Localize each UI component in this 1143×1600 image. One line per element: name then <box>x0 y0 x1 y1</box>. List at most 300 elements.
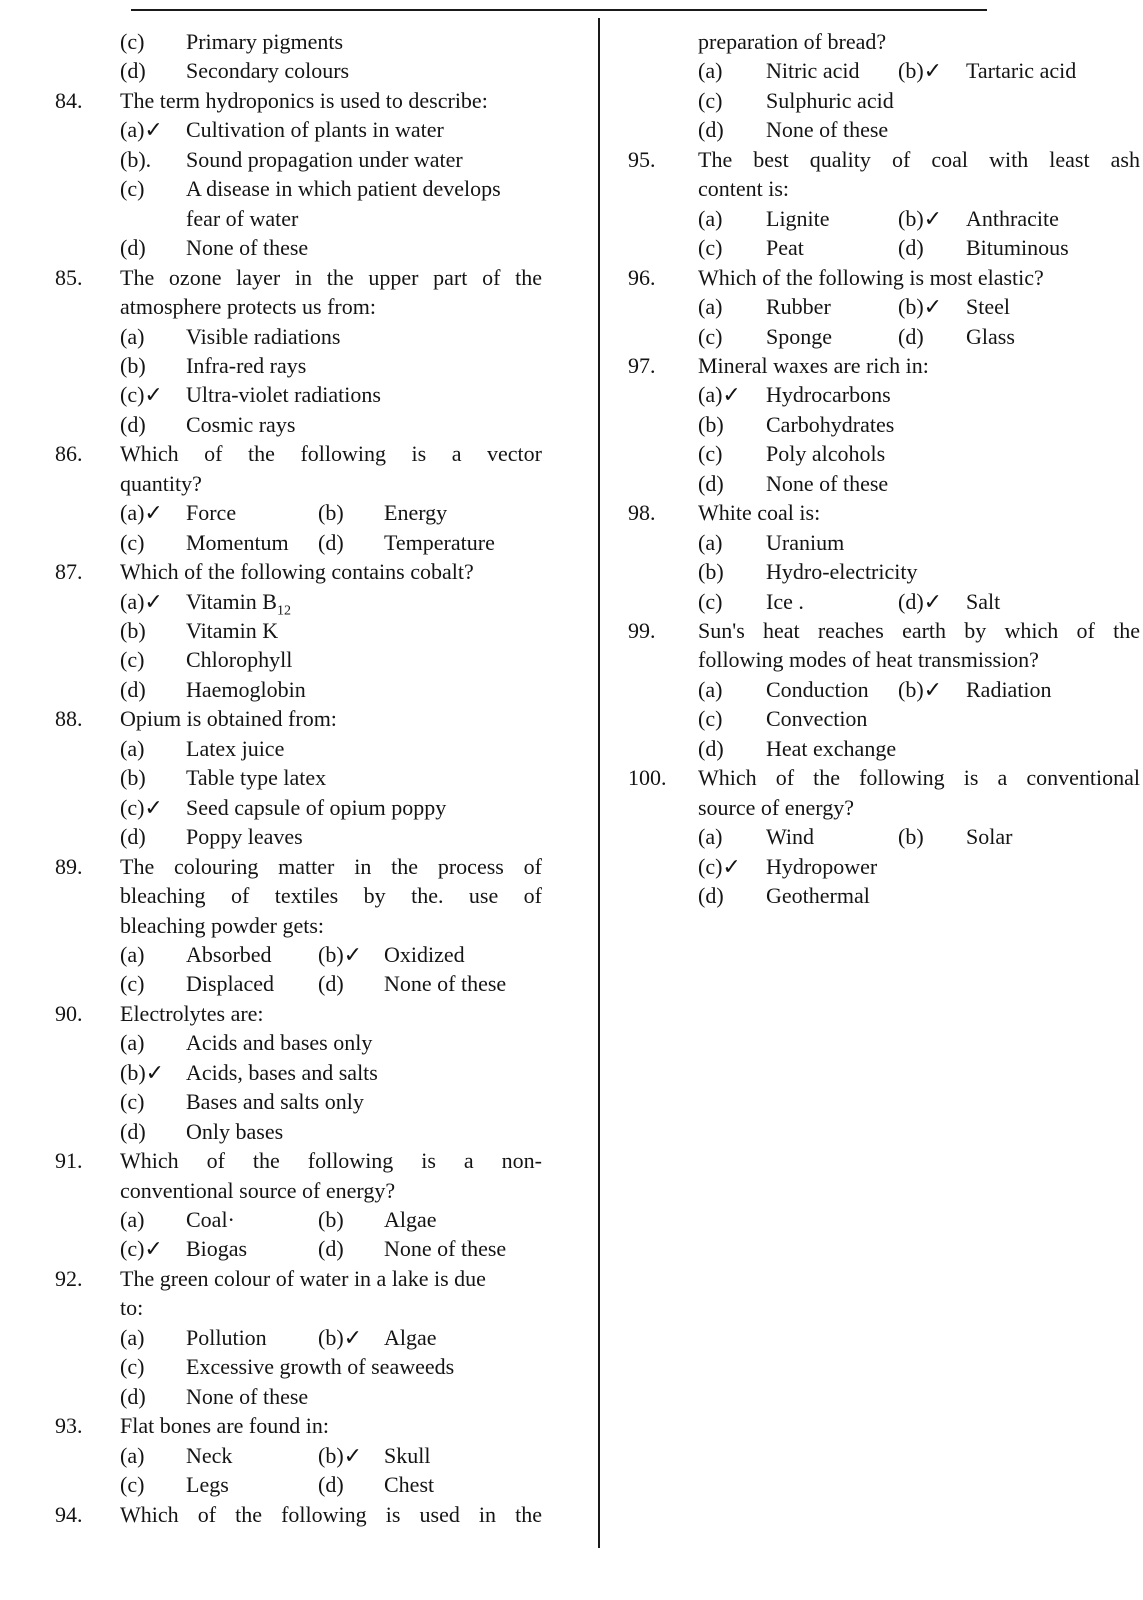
option-label: (d) <box>120 411 146 437</box>
answer-option-pair <box>600 587 1143 617</box>
option-label: (a)✓ <box>120 117 163 143</box>
question-text: Electrolytes are: <box>120 1000 264 1026</box>
question-number: 88. <box>55 706 83 732</box>
option-label: (c) <box>120 1472 145 1498</box>
answer-option <box>0 734 596 764</box>
answer-option <box>0 675 596 705</box>
option-text-main: None of these <box>186 235 309 261</box>
answer-option <box>0 645 596 675</box>
option-label: (b). <box>120 146 152 172</box>
answer-option-pair <box>600 322 1143 352</box>
option-text: Force <box>186 500 237 526</box>
answer-option <box>0 793 596 823</box>
question-text: The ozone layer in the upper part of the <box>120 264 542 290</box>
answer-option-pair <box>600 675 1143 705</box>
answer-option <box>0 822 596 852</box>
question-text: atmosphere protects us from: <box>120 294 376 320</box>
option-text-main: Secondary colours <box>186 58 350 84</box>
question-text-continued <box>600 174 1143 204</box>
answer-option <box>600 852 1143 882</box>
option-text-main: Poly alcohols <box>766 441 886 467</box>
option-text <box>766 86 894 116</box>
question-text: The best quality of coal with least ash <box>698 146 1140 172</box>
option-text: Temperature <box>384 529 495 555</box>
answer-option-pair <box>600 822 1143 852</box>
answer-option <box>0 1352 596 1382</box>
question-number: 93. <box>55 1413 83 1439</box>
option-label: (c) <box>698 706 723 732</box>
option-text <box>766 469 888 499</box>
question-line <box>0 1264 596 1294</box>
question-number: 86. <box>55 441 83 467</box>
option-text: Pollution <box>186 1324 267 1350</box>
option-text: Sponge <box>766 323 832 349</box>
question-number: 91. <box>55 1148 83 1174</box>
option-label: (b)✓ <box>318 941 363 967</box>
option-text: Solar <box>966 824 1013 850</box>
option-label: (b) <box>318 500 344 526</box>
answer-option-pair <box>0 1323 596 1353</box>
option-text: Steel <box>966 294 1010 320</box>
option-label: (d) <box>318 1236 344 1262</box>
option-text: Displaced <box>186 971 274 997</box>
option-label: (a) <box>120 1207 145 1232</box>
option-label: (a)✓ <box>120 500 163 526</box>
option-text-main: Cosmic rays <box>186 411 296 437</box>
option-text <box>186 1028 372 1058</box>
question-text: Which of the following is a conventional <box>698 765 1140 791</box>
option-text: Neck <box>186 1442 233 1468</box>
question-text: bleaching of textiles by the. use of <box>120 883 542 909</box>
question-number: 89. <box>55 853 83 879</box>
option-label: (c)✓ <box>698 853 741 879</box>
question-text-continued <box>600 645 1143 675</box>
option-label: (c) <box>120 647 145 673</box>
option-text: Absorbed <box>186 941 272 967</box>
question-text: content is: <box>698 176 790 202</box>
answer-option <box>0 115 596 145</box>
option-text <box>186 410 295 440</box>
option-text: Skull <box>384 1442 431 1468</box>
question-text: conventional source of energy? <box>120 1177 396 1203</box>
option-text-main: Primary pigments <box>186 29 344 54</box>
option-label: (b) <box>698 559 724 585</box>
option-text <box>186 763 326 793</box>
option-text-main: Visible radiations <box>186 323 341 349</box>
answer-option <box>0 322 596 352</box>
option-label: (c) <box>698 588 723 614</box>
option-label: (c) <box>120 1089 145 1115</box>
answer-option <box>600 881 1143 911</box>
question-line <box>0 86 596 116</box>
answer-option-pair <box>600 204 1143 234</box>
option-label: (d) <box>698 735 724 761</box>
question-line <box>600 763 1143 793</box>
option-text: Radiation <box>966 676 1052 702</box>
question-text: to: <box>120 1295 144 1321</box>
answer-option <box>0 233 596 263</box>
question-text: Which of the following is used in the <box>120 1501 542 1527</box>
option-text-main: Infra-red rays <box>186 352 307 378</box>
question-line <box>600 263 1143 293</box>
option-text <box>186 675 306 705</box>
question-number: 97. <box>628 352 656 378</box>
option-label: (b)✓ <box>318 1442 363 1468</box>
option-text <box>766 881 870 911</box>
question-text: Mineral waxes are rich in: <box>698 352 929 378</box>
option-text: Legs <box>186 1472 229 1498</box>
option-label: (c) <box>120 1354 145 1380</box>
option-label: (d) <box>120 58 146 84</box>
answer-option <box>0 380 596 410</box>
question-text: The colouring matter in the process of <box>120 853 542 879</box>
option-text: Tartaric acid <box>966 58 1077 84</box>
option-text <box>186 322 340 352</box>
option-text-main: Convection <box>766 706 868 732</box>
option-label: (d) <box>318 529 344 555</box>
question-text: following modes of heat transmission? <box>698 647 1039 673</box>
option-label: (d) <box>120 824 146 850</box>
option-text: Coal· <box>186 1207 235 1232</box>
option-label: (d)✓ <box>898 588 943 614</box>
option-text <box>766 734 896 764</box>
option-text-main: Ultra-violet radiations <box>186 382 381 408</box>
option-text: Oxidized <box>384 941 465 967</box>
option-text <box>186 1352 454 1382</box>
option-label: (a) <box>698 294 723 320</box>
option-label: (b) <box>120 352 146 378</box>
question-number: 99. <box>628 618 656 643</box>
option-text-main: Sulphuric acid <box>766 87 894 113</box>
option-text <box>186 1117 283 1147</box>
question-line <box>0 999 596 1029</box>
answer-option <box>0 616 596 646</box>
option-text-main: Heat exchange <box>766 735 897 761</box>
option-label: (b)✓ <box>898 205 943 231</box>
question-text-continued <box>0 911 596 941</box>
option-label: (d) <box>898 235 924 261</box>
option-text <box>766 115 888 145</box>
option-label: (a) <box>698 676 723 702</box>
question-text: Flat bones are found in: <box>120 1413 329 1439</box>
option-text <box>186 1087 364 1117</box>
answer-option-pair <box>0 940 596 970</box>
option-label: (c) <box>120 29 145 54</box>
option-text: Rubber <box>766 294 831 320</box>
option-label: (d) <box>698 470 724 496</box>
option-label: (b)✓ <box>898 676 943 702</box>
option-label: (c) <box>120 176 145 202</box>
answer-option <box>0 587 596 617</box>
answer-option <box>600 704 1143 734</box>
option-text: Algae <box>384 1324 437 1350</box>
question-text-continued <box>0 292 596 322</box>
option-text-main: Hydropower <box>766 853 878 879</box>
question-text-continued <box>0 1176 596 1206</box>
option-text <box>186 822 303 852</box>
option-text <box>186 351 306 381</box>
question-text: White coal is: <box>698 500 821 526</box>
option-text <box>766 852 877 882</box>
option-label: (a)✓ <box>698 382 741 408</box>
option-text-main: Table type latex <box>186 765 327 791</box>
option-label: (b)✓ <box>318 1324 363 1350</box>
option-text <box>186 27 343 57</box>
question-text: Which of the following is a non- <box>120 1148 542 1174</box>
option-text: None of these <box>384 1236 507 1262</box>
answer-option <box>0 410 596 440</box>
option-text: Anthracite <box>966 205 1059 231</box>
answer-option-pair <box>0 1441 596 1471</box>
answer-option <box>0 1117 596 1147</box>
option-text: Peat <box>766 235 804 261</box>
option-label: (a) <box>120 323 145 349</box>
option-label: (d) <box>318 1472 344 1498</box>
option-text-continued <box>0 204 596 234</box>
option-label: (a) <box>698 529 723 555</box>
option-text <box>186 645 292 675</box>
question-text: Which of the following is a vector <box>120 441 542 467</box>
option-text-main: None of these <box>766 117 889 143</box>
option-label: (d) <box>698 883 724 909</box>
option-text <box>186 145 463 175</box>
answer-option-pair <box>600 56 1143 86</box>
answer-option <box>0 1382 596 1412</box>
option-label: (b) <box>120 765 146 791</box>
question-line <box>0 439 596 469</box>
question-line <box>0 1146 596 1176</box>
option-text-main: Cultivation of plants in water <box>186 117 444 143</box>
question-text-continued <box>0 1293 596 1323</box>
option-text: Wind <box>766 824 814 850</box>
option-text-main: Seed capsule of opium poppy <box>186 794 447 820</box>
top-rule <box>131 9 987 11</box>
answer-option <box>0 1058 596 1088</box>
answer-option <box>600 528 1143 558</box>
option-label: (c) <box>698 323 723 349</box>
option-text: fear of water <box>186 205 299 231</box>
question-line <box>0 263 596 293</box>
option-text: None of these <box>384 971 507 997</box>
option-subscript: 12 <box>276 602 291 618</box>
option-label: (b) <box>898 824 924 850</box>
option-text-main: Only bases <box>186 1118 284 1144</box>
question-number: 96. <box>628 264 656 290</box>
answer-option-pair <box>600 233 1143 263</box>
question-line <box>600 616 1143 646</box>
option-label: (c)✓ <box>120 794 163 820</box>
option-text <box>186 1382 308 1412</box>
option-label: (b) <box>698 411 724 437</box>
question-text-continued <box>600 27 1143 57</box>
option-label: (b)✓ <box>898 294 943 320</box>
question-text: quantity? <box>120 470 202 496</box>
answer-option <box>600 115 1143 145</box>
answer-option <box>600 439 1143 469</box>
option-text <box>186 1058 378 1088</box>
option-text-main: Geothermal <box>766 883 870 909</box>
option-text-main: Hydrocarbons <box>766 382 891 408</box>
question-number: 100. <box>628 765 667 791</box>
option-text <box>186 793 446 823</box>
option-text: Glass <box>966 323 1015 349</box>
option-label: (c)✓ <box>120 1236 163 1262</box>
option-text: Lignite <box>766 205 830 231</box>
option-text <box>766 410 894 440</box>
option-text <box>186 616 278 646</box>
option-label: (b) <box>120 618 146 643</box>
option-text: Momentum <box>186 529 289 555</box>
question-text: source of energy? <box>698 794 854 820</box>
option-text <box>186 734 284 764</box>
answer-option <box>0 763 596 793</box>
question-number: 95. <box>628 146 656 172</box>
option-label: (c) <box>698 87 723 113</box>
option-text <box>766 380 891 410</box>
option-label: (a) <box>698 205 723 231</box>
option-label: (b)✓ <box>120 1059 165 1085</box>
answer-option <box>0 174 596 204</box>
question-line <box>0 704 596 734</box>
option-text-main: Vitamin B <box>186 588 277 614</box>
option-label: (c)✓ <box>120 382 163 408</box>
question-text-continued <box>600 793 1143 823</box>
option-text-main: None of these <box>766 470 889 496</box>
question-line <box>0 852 596 882</box>
question-text: preparation of bread? <box>698 29 887 54</box>
option-text-main: Bases and salts only <box>186 1089 364 1115</box>
question-text: Opium is obtained from: <box>120 706 337 732</box>
option-text: Energy <box>384 500 448 526</box>
answer-option <box>600 86 1143 116</box>
option-text <box>186 233 308 263</box>
answer-option-pair <box>0 1234 596 1264</box>
answer-option <box>600 380 1143 410</box>
option-text-main: Vitamin K <box>186 618 279 643</box>
option-label: (d) <box>120 1118 146 1144</box>
option-text-main: Carbohydrates <box>766 411 895 437</box>
answer-option <box>0 145 596 175</box>
option-text: Conduction <box>766 676 869 702</box>
option-label: (c) <box>120 529 145 555</box>
answer-option <box>0 27 596 57</box>
option-label: (d) <box>120 1383 146 1409</box>
option-text <box>766 557 918 587</box>
option-text-main: Acids, bases and salts <box>186 1059 378 1085</box>
option-text <box>766 439 885 469</box>
question-text-continued <box>0 469 596 499</box>
option-label: (d) <box>120 235 146 261</box>
option-label: (d) <box>120 676 146 702</box>
answer-option-pair <box>0 528 596 558</box>
option-text-main: Latex juice <box>186 735 285 761</box>
answer-option-pair <box>0 498 596 528</box>
option-label: (a)✓ <box>120 588 163 614</box>
option-text: Algae <box>384 1207 437 1232</box>
option-text-main: Excessive growth of seaweeds <box>186 1354 455 1380</box>
answer-option <box>0 351 596 381</box>
option-text-main: A disease in which patient develops <box>186 176 501 202</box>
question-line <box>0 1411 596 1441</box>
option-label: (a) <box>120 1324 145 1350</box>
answer-option-pair <box>600 292 1143 322</box>
option-text <box>186 174 501 204</box>
option-label: (c) <box>698 441 723 467</box>
question-number: 90. <box>55 1000 83 1026</box>
option-label: (b)✓ <box>898 58 943 84</box>
answer-option <box>0 56 596 86</box>
answer-option-pair <box>0 1205 596 1235</box>
option-text <box>186 115 444 145</box>
option-label: (d) <box>898 323 924 349</box>
option-text <box>766 704 867 734</box>
question-number: 94. <box>55 1501 83 1527</box>
question-line <box>0 557 596 587</box>
answer-option <box>0 1028 596 1058</box>
question-text: The term hydroponics is used to describe: <box>120 87 488 113</box>
option-text: Ice . <box>766 588 804 614</box>
option-text-main: None of these <box>186 1383 309 1409</box>
question-number: 92. <box>55 1265 83 1291</box>
question-line <box>600 351 1143 381</box>
question-text: Which of the following contains cobalt? <box>120 559 474 585</box>
option-label: (a) <box>120 1442 145 1468</box>
question-text: bleaching powder gets: <box>120 912 325 938</box>
question-text: The green colour of water in a lake is due <box>120 1265 486 1291</box>
option-label: (c) <box>120 971 145 997</box>
option-text: Chest <box>384 1472 435 1498</box>
answer-option <box>600 734 1143 764</box>
answer-option <box>600 410 1143 440</box>
question-number: 87. <box>55 559 83 585</box>
option-label: (c) <box>698 235 723 261</box>
option-label: (d) <box>698 117 724 143</box>
question-number: 84. <box>55 87 83 113</box>
option-text: Bituminous <box>966 235 1069 261</box>
question-number: 85. <box>55 264 83 290</box>
option-text-main: Poppy leaves <box>186 824 303 850</box>
question-text: Which of the following is most elastic? <box>698 264 1044 290</box>
option-text-main: Acids and bases only <box>186 1030 373 1056</box>
answer-option <box>600 557 1143 587</box>
question-line <box>600 145 1143 175</box>
option-label: (b) <box>318 1207 344 1232</box>
question-line <box>0 1500 596 1530</box>
question-line <box>600 498 1143 528</box>
answer-option-pair <box>0 1470 596 1500</box>
option-text <box>186 56 349 86</box>
option-text <box>766 528 844 558</box>
question-text-continued <box>0 881 596 911</box>
option-label: (d) <box>318 971 344 997</box>
question-text: Sun's heat reaches earth by which of the <box>698 618 1140 643</box>
option-text-main: Hydro-electricity <box>766 559 918 585</box>
answer-option <box>0 1087 596 1117</box>
option-text: Biogas <box>186 1236 248 1262</box>
answer-option-pair <box>0 969 596 999</box>
option-label: (a) <box>120 1030 145 1056</box>
option-text-main: Uranium <box>766 529 845 555</box>
option-text: Nitric acid <box>766 58 860 84</box>
option-text <box>186 380 381 410</box>
answer-option <box>600 469 1143 499</box>
option-text-main: Sound propagation under water <box>186 146 463 172</box>
option-label: (a) <box>698 824 723 850</box>
option-text-main: Chlorophyll <box>186 647 293 673</box>
option-label: (a) <box>120 941 145 967</box>
option-label: (a) <box>120 735 145 761</box>
option-text: Salt <box>966 588 1001 614</box>
